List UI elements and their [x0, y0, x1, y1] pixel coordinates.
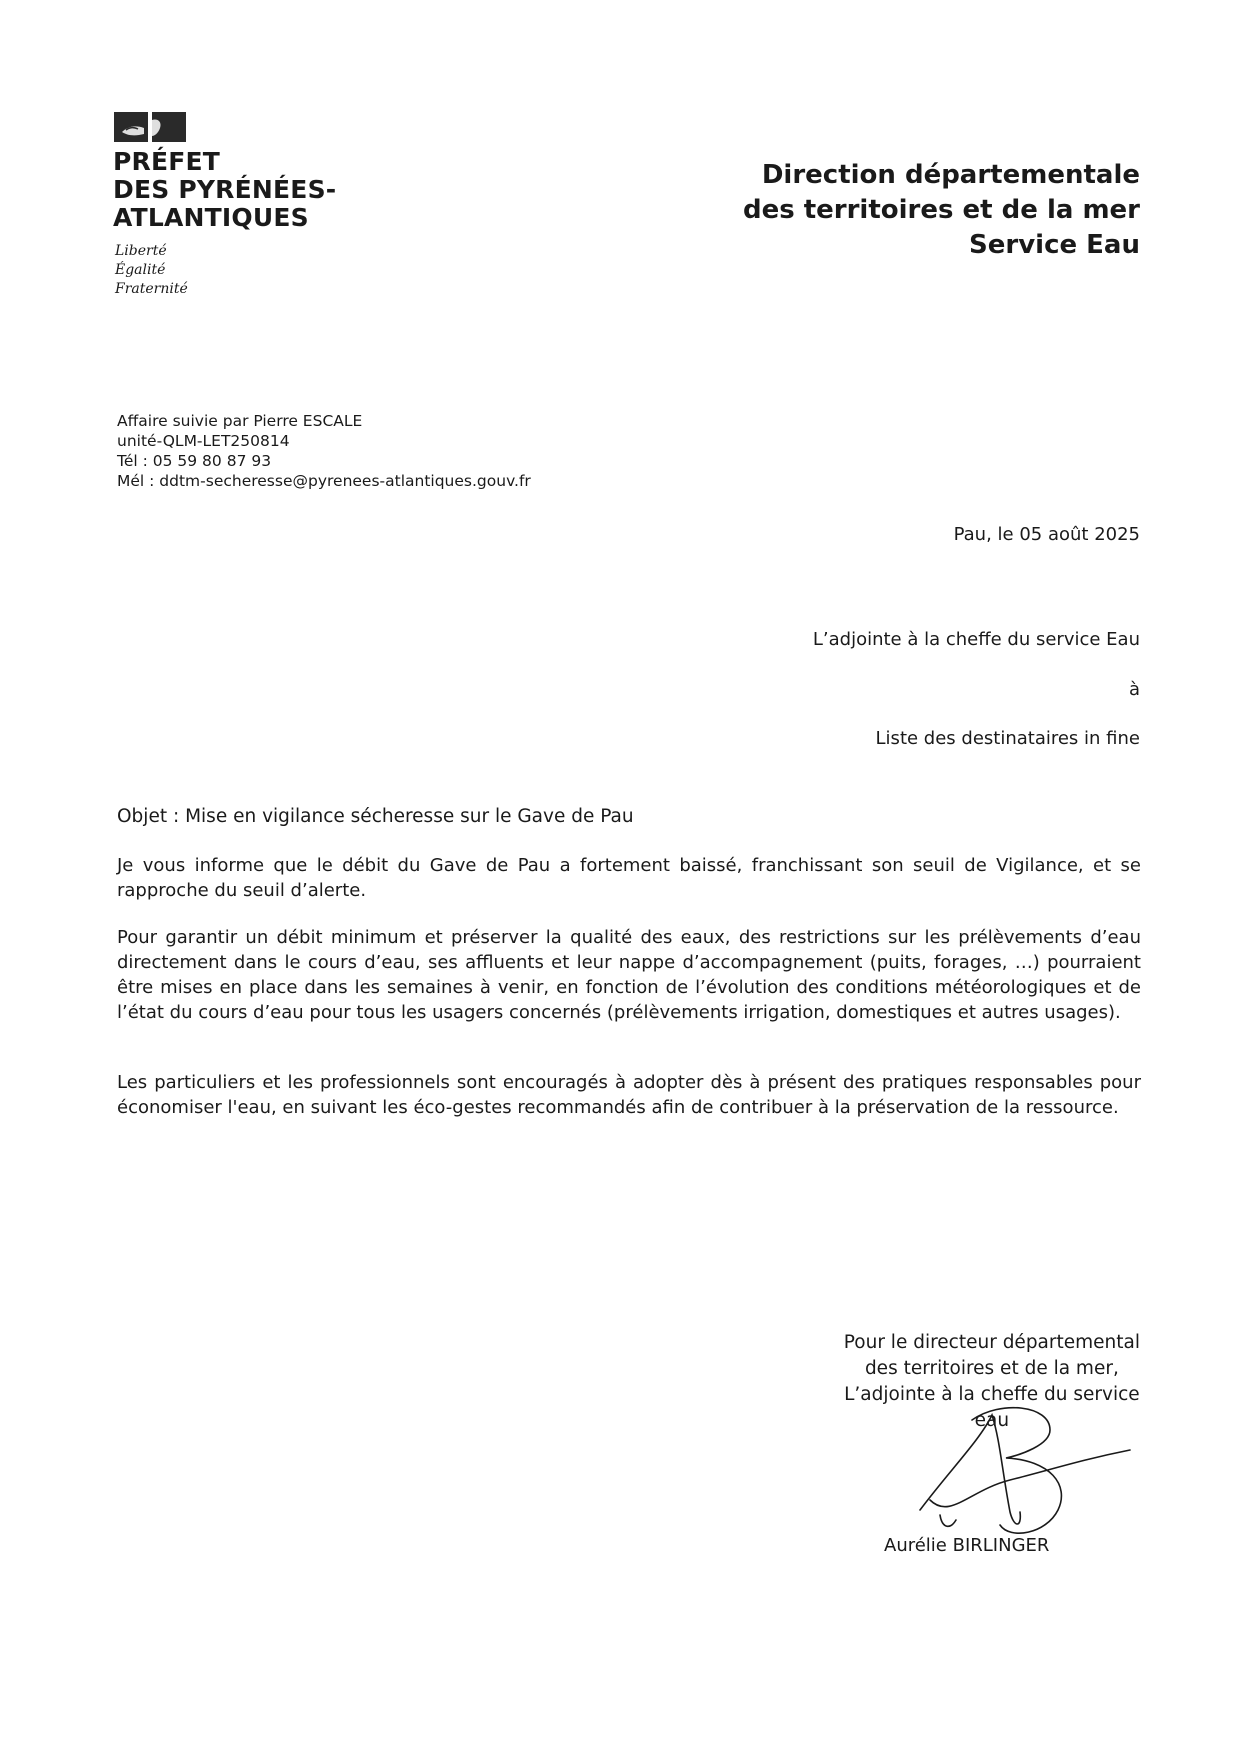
prefecture-line: PRÉFET	[113, 147, 221, 176]
service-line: Service Eau	[969, 230, 1140, 260]
to-word: à	[1128, 679, 1140, 700]
subject-line: Objet : Mise en vigilance sécheresse sur le Gave de Pau	[117, 806, 634, 827]
closing-line: eau	[974, 1410, 1010, 1431]
paragraph: Pour garantir un débit minimum et préserver la qualité des eaux, des restrictions sur les prélèvements d’eau directement dans le cours d’eau, ses affluents et leur nappe d’accompagnement (puits, forages, …) pourraient être mises en place dans les semaines à venir, en fonction de l’évolution des conditions météorologiques et de l’état du cours d’eau pour tous les usagers concernés (prélèvements irrigation, domestiques et autres usages).	[117, 927, 1141, 1023]
prefecture-line: ATLANTIQUES	[113, 203, 309, 232]
direction-header	[743, 158, 1140, 263]
email: Mél : ddtm-secheresse@pyrenees-atlantiques.gouv.fr	[117, 472, 531, 490]
reference: unité-QLM-LET250814	[117, 432, 290, 450]
motto-egalite: Égalité	[115, 262, 166, 278]
motto-fraternite: Fraternité	[115, 281, 188, 297]
direction-line: des territoires et de la mer	[742, 195, 1140, 225]
closing-line: des territoires et de la mer,	[864, 1358, 1119, 1379]
letter-date: Pau, le 05 août 2025	[953, 524, 1140, 545]
paragraph: Je vous informe que le débit du Gave de Pau a fortement baissé, franchissant son seuil de Vigilance, et se rapproche du seuil d’alerte.	[117, 855, 1141, 901]
contact-block	[117, 411, 531, 491]
signer-name: Aurélie BIRLINGER	[884, 1535, 1050, 1556]
paragraph: Les particuliers et les professionnels sont encouragés à adopter dès à présent des pratiques responsables pour économiser l'eau, en suivant les éco-gestes recommandés afin de contribuer à la préservation de la ressource.	[117, 1072, 1141, 1118]
prefecture-line: DES PYRÉNÉES-	[113, 175, 337, 204]
motto-liberte: Liberté	[115, 243, 167, 259]
direction-line: Direction départementale	[761, 160, 1140, 190]
contact-person: Affaire suivie par Pierre ESCALE	[117, 412, 363, 430]
marianne-logo-icon	[114, 112, 186, 142]
recipients: Liste des destinataires in fine	[875, 728, 1140, 749]
prefecture-title	[113, 148, 336, 232]
sender: L’adjointe à la cheffe du service Eau	[812, 629, 1140, 650]
phone: Tél : 05 59 80 87 93	[117, 452, 272, 470]
closing-line: L’adjointe à la cheffe du service	[844, 1384, 1140, 1405]
republic-motto	[115, 242, 188, 299]
handwritten-signature	[910, 1400, 1150, 1545]
closing-line: Pour le directeur départemental	[843, 1332, 1140, 1353]
